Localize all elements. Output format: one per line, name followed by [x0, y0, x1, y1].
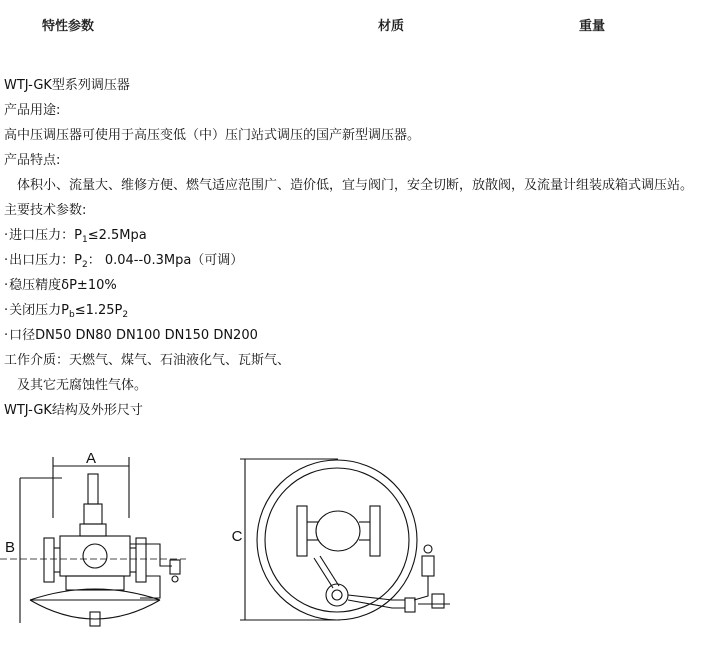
closing-label: 关闭压力P	[9, 303, 69, 318]
features-text: 体积小、流量大、维修方便、燃气适应范围广、造价低，宜与阀门，安全切断，放散阀，及流量计组装成箱式调压站。	[17, 178, 694, 193]
param-outlet	[4, 248, 722, 273]
inlet-sub: 1	[81, 235, 88, 245]
dimension-label-a: A	[85, 450, 97, 467]
drawing-title: WTJ-GK结构及外形尺寸	[4, 403, 143, 418]
inlet-value: ≤2.5Mpa	[87, 228, 147, 243]
medium-line-2: 及其它无腐蚀性气体。	[17, 378, 148, 393]
param-closing	[4, 298, 722, 323]
param-accuracy	[4, 273, 722, 298]
usage-label: 产品用途:	[4, 103, 61, 118]
outlet-sub: 2	[81, 260, 88, 270]
product-description	[4, 73, 722, 423]
usage-text: 高中压调压器可使用于高压变低（中）压门站式调压的国产新型调压器。	[4, 128, 421, 143]
medium-line-1: 工作介质：天燃气、煤气、石油液化气、瓦斯气、	[4, 353, 291, 368]
product-title: WTJ-GK型系列调压器	[4, 78, 130, 93]
bullet: ·	[4, 228, 9, 243]
bullet: ·	[4, 278, 9, 293]
closing-sub2: 2	[122, 310, 129, 320]
tech-label: 主要技术参数:	[4, 203, 87, 218]
outlet-label: 出口压力：P	[9, 253, 82, 268]
inlet-label: 进口压力：P	[9, 228, 82, 243]
bullet: ·	[4, 253, 9, 268]
dimension-label-b: B	[4, 539, 16, 556]
front-view-drawing	[240, 459, 450, 620]
closing-sub: b	[68, 310, 75, 320]
tab-material[interactable]: 材质	[378, 19, 405, 34]
diameters-text: 口径DN50 DN80 DN100 DN150 DN200	[9, 328, 258, 343]
accuracy-text: 稳压精度δP±10%	[9, 278, 117, 293]
tab-bar	[0, 0, 726, 48]
dimension-label-c: C	[231, 528, 243, 545]
drawing-svg	[0, 448, 726, 651]
side-view-drawing	[0, 457, 186, 626]
bullet: ·	[4, 328, 9, 343]
param-diameters	[4, 323, 722, 348]
technical-drawings	[0, 448, 726, 651]
outlet-value: ： 0.04--0.3Mpa（可调）	[87, 253, 244, 268]
tab-weight[interactable]: 重量	[579, 19, 606, 34]
param-inlet	[4, 223, 722, 248]
tab-specs[interactable]: 特性参数	[42, 19, 95, 34]
closing-value: ≤1.25P	[74, 303, 123, 318]
features-label: 产品特点:	[4, 153, 61, 168]
bullet: ·	[4, 303, 9, 318]
